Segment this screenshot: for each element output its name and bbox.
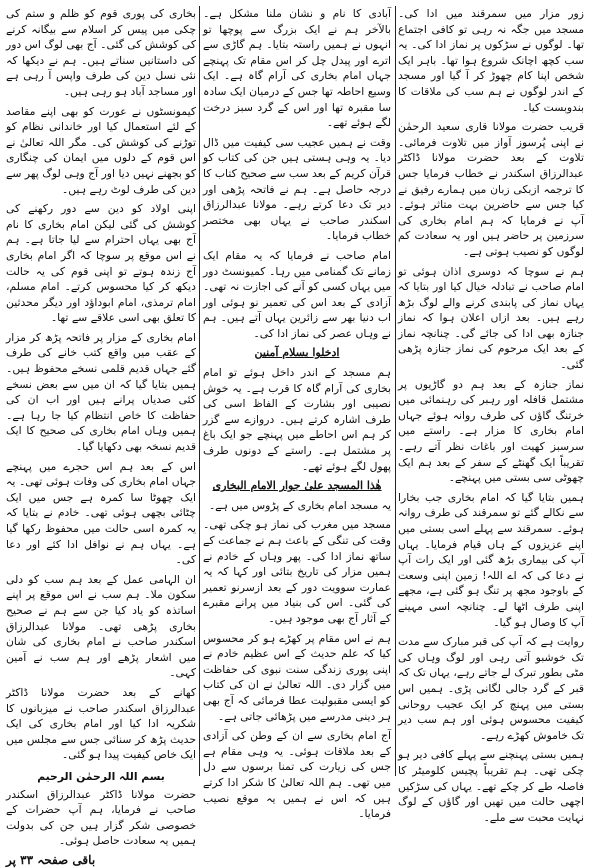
paragraph: مسجد میں مغرب کی نماز ہو چکی تھی۔ وقت کی تنگی کے باعث ہم نے جماعت کے ساتھ نماز ادا کی۔ پھر وہاں کے خادم نے ہمیں مزار کی تاریخ بتائی اور کہا کہ یہ عمارت سوویت دور کے بعد ازسرنو تعمیر کی گئی۔ اس کی بنیاد میں پرانے مقبرے کے آثار آج بھی موجود ہیں۔ [203, 518, 391, 625]
paragraph: کھانے کے بعد حضرت مولانا ڈاکٹر عبدالرزاق اسکندر صاحب نے میزبانوں کا شکریہ ادا کیا اور امام بخاری کی ایک حدیث پڑھ کر سنائی جس سے مجلس میں ایک خاص کیفیت پیدا ہو گئی۔ [6, 685, 196, 762]
paragraph: آبادی کا نام و نشان ملنا مشکل ہے۔ بالآخر ہم نے ایک بزرگ سے پوچھا تو انہوں نے ہمیں راستہ بتایا۔ ہم گاڑی سے اترے اور پیدل چل کر اس مقام تک پہنچے جہاں امام بخاری کی آرام گاہ ہے۔ ایک وسیع احاطہ تھا جس کے درمیان ایک سادہ سا مقبرہ تھا اور اس کے گرد سبز درخت لگے ہوئے تھے۔ [203, 7, 391, 130]
section-heading: ادخلوا بسلام آمنین [254, 346, 340, 360]
paragraph: حضرت مولانا ڈاکٹر عبدالرزاق اسکندر صاحب نے فرمایا، ہم آپ حضرات کے خصوصی شکر گزار ہیں جن کی بدولت ہمیں یہ سعادت حاصل ہوئی۔ [6, 787, 196, 848]
column-right [398, 6, 584, 824]
paragraph: ہم نے سوچا کہ دوسری اذان ہوئی تو امام صاحب نے تبادلہ خیال کیا اور بتایا کہ یہاں نماز کی پابندی کرنے والے لوگ بڑھ رہے ہیں۔ بعد ازاں اعلان ہوا کہ نماز جنازہ بھی ادا کی جائے گی۔ چنانچہ نماز کے بعد ایک مرحوم کی نماز جنازہ پڑھی گئی۔ [398, 264, 584, 372]
paragraph: وقت نے ہمیں عجیب سی کیفیت میں ڈال دیا۔ یہ وہی ہستی ہیں جن کی کتاب کو قرآن کریم کے بعد سب سے صحیح کتاب کا درجہ حاصل ہے۔ ہم نے فاتحہ پڑھی اور دیر تک دعا کرتے رہے۔ مولانا عبدالرزاق اسکندر صاحب نے یہاں بھی مختصر خطاب فرمایا۔ [203, 135, 391, 243]
paragraph: کیمونسٹوں نے عورت کو بھی اپنے مقاصد کے لئے استعمال کیا اور خاندانی نظام کو توڑنے کی کوشش کی۔ مگر اللہ تعالیٰ نے اس قوم کے دلوں میں ایمان کی چنگاری کو بجھنے نہیں دیا اور آج وہی لوگ پھر سے دین کی طرف لوٹ رہے ہیں۔ [6, 104, 196, 196]
paragraph: قریب حضرت مولانا قاری سعید الرحمٰن نے اپنی پُرسوز آواز میں تلاوت فرمائی۔ تلاوت کے بعد حضرت مولانا ڈاکٹر عبدالرزاق اسکندر نے خطاب فرمایا جس کا ترجمہ ازبکی زبان میں ہمارے رفیق نے کیا جس سے حاضرین بہت متاثر ہوئے۔ آپ نے فرمایا کہ ہم امام بخاری کی سرزمین پر حاضر ہیں اور یہ سعادت کم لوگوں کو نصیب ہوتی ہے۔ [398, 120, 584, 258]
paragraph: ان الہامی عمل کے بعد ہم سب کو دلی سکون ملا۔ ہم سب نے اس موقع پر اپنے اساتذہ کو یاد کیا جن سے ہم نے صحیح بخاری پڑھی تھی۔ مولانا عبدالرزاق اسکندر صاحب نے امام بخاری کی شان میں اشعار پڑھے اور ہم سب نے آمین کہی۔ [6, 572, 196, 680]
paragraph: امام بخاری کے مزار پر فاتحہ پڑھ کر مزار کے عقب میں واقع کتب خانے کی طرف گئے جہاں قدیم قلمی نسخے محفوظ ہیں۔ ہمیں بتایا گیا کہ ان میں سے بعض نسخے کئی صدیاں پرانے ہیں اور اب ان کی حفاظت کا خاص انتظام کیا جا رہا ہے۔ ہمیں وہاں امام بخاری کی صحیح کا ایک قدیم نسخہ بھی دکھایا گیا۔ [6, 330, 196, 454]
column-left [6, 6, 196, 867]
paragraph: روایت ہے کہ آپ کی قبر مبارک سے مدت تک خوشبو آتی رہی اور لوگ وہاں کی مٹی بطور تبرک لے جاتے رہے، یہاں تک کہ قبر کے گرد جالی لگانی پڑی۔ ہمیں اس بستی میں پہنچ کر ایک عجیب روحانی کیفیت محسوس ہوئی اور ہم سب دیر تک خاموش کھڑے رہے۔ [398, 635, 584, 742]
paragraph: آج امام بخاری سے ان کے وطن کی آزادی کے بعد ملاقات ہوئی۔ یہ وہی مقام ہے جس کی زیارت کی تمنا برسوں سے دل میں تھی۔ ہم اللہ تعالیٰ کا شکر ادا کرتے ہیں کہ اس نے ہمیں یہ موقع نصیب فرمایا۔ [203, 729, 391, 821]
column-divider [199, 6, 200, 776]
paragraph: زور مزار میں سمرقند میں ادا کی۔ مسجد میں جگہ نہ رہی تو کافی اجتماع تھا۔ لوگوں نے سڑکوں پر نماز ادا کی۔ یہ سب کچھ اچانک شروع ہوا تھا۔ باہر ایک شخص اپنا کام چھوڑ کر آ گیا اور مسجد کے اندر لوگوں نے ہم سب کی ملاقات کا بندوبست کیا۔ [398, 7, 584, 114]
column-divider [395, 6, 396, 776]
bismillah-heading: بسم اللہ الرحمٰن الرحیم [37, 769, 165, 783]
continued-note: باقی صفحہ ۳۳ پر [6, 852, 96, 867]
column-middle [203, 6, 391, 821]
paragraph: اپنی اولاد کو دین سے دور رکھنے کی کوشش کی گئی لیکن امام بخاری کا نام آج بھی یہاں احترام سے لیا جاتا ہے۔ ہم نے اس موقع پر سوچا کہ اگر امام بخاری آج زندہ ہوتے تو اپنی قوم کی یہ حالت دیکھ کر کیا محسوس کرتے۔ امام مسلم، امام ترمذی، امام ابوداؤد اور دیگر محدثین کا تعلق بھی اسی علاقے سے تھا۔ [6, 202, 196, 325]
paragraph: بخاری کی پوری قوم کو ظلم و ستم کی چکی میں پیس کر اسلام سے بیگانہ کرنے کی کوشش کی گئی۔ آج بھی لوگ اس دور کی داستانیں سناتے ہیں۔ ہم نے دیکھا کہ نئی نسل دین کی طرف واپس آ رہی ہے اور مساجد آباد ہو رہی ہیں۔ [6, 7, 196, 98]
paragraph: ہمیں بتایا گیا کہ امام بخاری جب بخارا سے نکالے گئے تو سمرقند کی طرف روانہ ہوئے۔ سمرقند سے پہلے اسی بستی میں اپنے عزیزوں کے ہاں قیام فرمایا۔ یہاں آپ کی بیماری بڑھ گئی اور ایک رات آپ نے دعا کی کہ اے اللہ! زمین اپنی وسعت کے باوجود مجھ پر تنگ ہو گئی ہے، مجھے اپنی طرف اٹھا لے۔ چنانچہ اسی مہینے آپ کا وصال ہو گیا۔ [398, 490, 584, 629]
section-heading: ھٰذا المسجد علیٰ جوار الامام البخاری [212, 479, 382, 493]
paragraph: یہ مسجد امام بخاری کے پڑوس میں ہے۔ [208, 498, 391, 512]
paragraph: ہم نے اس مقام پر کھڑے ہو کر محسوس کیا کہ علم حدیث کے اس عظیم خادم نے اپنی پوری زندگی سنت نبوی کی حفاظت میں گزار دی۔ اللہ تعالیٰ نے ان کی کتاب کو ایسی مقبولیت عطا فرمائی کہ آج بھی ہر دینی مدرسے میں پڑھائی جاتی ہے۔ [203, 631, 391, 723]
paragraph: ہمیں بستی پہنچنے سے پہلے کافی دیر ہو چکی تھی۔ ہم تقریباً پچیس کلومیٹر کا فاصلہ طے کر چکے تھے۔ یہاں کی سڑکیں اچھی حالت میں تھیں اور گاؤں کے لوگ نہایت محبت سے ملے۔ [398, 748, 584, 824]
paragraph: نماز جنازہ کے بعد ہم دو گاڑیوں پر مشتمل قافلہ اور رہبر کی رہنمائی میں خرتنگ گاؤں کی طرف روانہ ہوئے جہاں امام بخاری کا مزار ہے۔ راستے میں سرسبز کھیت اور باغات نظر آتے رہے۔ تقریباً ایک گھنٹے کے سفر کے بعد ہم ایک چھوٹی سی بستی میں پہنچے۔ [398, 377, 584, 485]
paragraph: امام صاحب نے فرمایا کہ یہ مقام ایک زمانے تک گمنامی میں رہا۔ کمیونسٹ دور میں یہاں کسی کو آنے کی اجازت نہ تھی۔ آزادی کے بعد اس کی تعمیر نو ہوئی اور اب دنیا بھر سے زائرین یہاں آتے ہیں۔ ہم نے وہاں عصر کی نماز ادا کی۔ [203, 248, 391, 340]
paragraph: ہم مسجد کے اندر داخل ہوئے تو امام بخاری کی آرام گاہ کا قرب ہے۔ یہ خوش نصیبی اور بشارت کے الفاظ اسی کی طرف اشارہ کرتے ہیں۔ دروازے سے گزر کر ہم اس احاطے میں پہنچے جو ایک باغ پر مشتمل ہے۔ راستے کے دونوں طرف پھول لگے ہوئے تھے۔ [203, 366, 391, 473]
paragraph: اس کے بعد ہم اس حجرے میں پہنچے جہاں امام بخاری کی وفات ہوئی تھی۔ یہ ایک چھوٹا سا کمرہ ہے جس میں ایک چٹائی بچھی ہوئی تھی۔ خادم نے بتایا کہ یہ کمرہ اسی حالت میں محفوظ رکھا گیا ہے۔ یہاں ہم نے نوافل ادا کئے اور دعا کی۔ [6, 459, 196, 567]
